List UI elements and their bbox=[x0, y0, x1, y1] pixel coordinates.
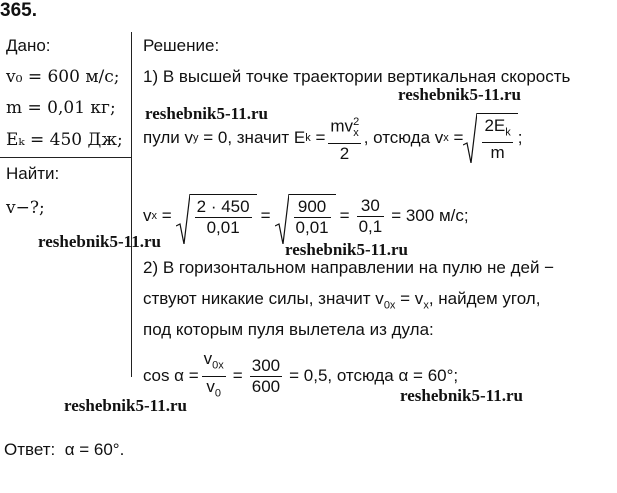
calc-fraction-3 bbox=[357, 196, 385, 237]
given-title: Дано: bbox=[6, 36, 51, 55]
frac-ek-num: mv bbox=[330, 116, 354, 136]
sqrt-ek-den: m bbox=[482, 142, 512, 163]
sqrt-calc-2 bbox=[275, 194, 336, 238]
cos-fraction-2 bbox=[250, 356, 282, 397]
sqrt-velocity bbox=[463, 113, 517, 163]
calc-f1-den: 0,01 bbox=[195, 217, 252, 238]
radical-sign bbox=[176, 194, 190, 244]
step2-line3: под которым пуля вылетела из дула: bbox=[143, 320, 434, 339]
step1-text-d: , отсюда v bbox=[363, 128, 444, 147]
calc-sub-x: x bbox=[151, 210, 157, 222]
sqrt-ek-num: 2E bbox=[484, 115, 506, 135]
cos-f1-num: v bbox=[203, 349, 213, 369]
calc-result: = 300 м/с; bbox=[391, 206, 469, 225]
equals-sign: = bbox=[260, 206, 271, 225]
find-velocity: v−?; bbox=[6, 198, 45, 218]
step1-sub-y: y bbox=[192, 132, 199, 144]
calc-f1-num: 2 · 450 bbox=[196, 197, 250, 216]
step2-text-c: , найдем угол, bbox=[428, 289, 541, 308]
cos-label: cos α = bbox=[143, 366, 199, 385]
step2-text-b: = v bbox=[395, 289, 424, 308]
given-energy: Eₖ = 450 Дж; bbox=[6, 130, 123, 150]
step1-text-b: = 0, значит E bbox=[198, 128, 306, 147]
frac-ek-den: 2 bbox=[328, 143, 360, 164]
radical-sign bbox=[275, 194, 289, 244]
watermark: reshebnik5-11.ru bbox=[38, 232, 161, 251]
equals-sign: = bbox=[232, 366, 243, 385]
calc-f3-den: 0,1 bbox=[358, 216, 383, 236]
calc-eq: = bbox=[157, 206, 172, 225]
step1-sub-k: k bbox=[305, 132, 311, 144]
calc-line bbox=[143, 186, 469, 246]
divider-vertical bbox=[131, 32, 132, 377]
calc-f2-den: 0,01 bbox=[295, 218, 329, 237]
cos-fraction-1 bbox=[202, 349, 226, 403]
cos-f1-num-sub: 0x bbox=[212, 359, 224, 372]
step1-sub-x: x bbox=[443, 132, 449, 144]
given-v0: v₀ = 600 м/с; bbox=[6, 67, 120, 87]
step2-line2 bbox=[143, 289, 540, 315]
sqrt-ek-sub: k bbox=[505, 126, 511, 139]
answer: Ответ: α = 60°. bbox=[4, 440, 125, 459]
step1-text-f: ; bbox=[517, 128, 523, 147]
find-title: Найти: bbox=[6, 164, 60, 183]
calc-f2-num: 900 bbox=[297, 197, 327, 216]
watermark: reshebnik5-11.ru bbox=[398, 85, 521, 104]
cos-f2-den: 600 bbox=[251, 376, 281, 396]
step2-sub-x: x bbox=[423, 299, 429, 312]
divider-given-find bbox=[0, 157, 132, 158]
step1-text-e: = bbox=[448, 128, 464, 147]
fraction-kinetic-energy bbox=[328, 112, 360, 164]
calc-f3-num: 30 bbox=[360, 195, 380, 215]
cos-f1-den-sub: 0 bbox=[214, 386, 222, 399]
step2-line1: 2) В горизонтальном направлении на пулю не дей − bbox=[143, 258, 555, 277]
equals-sign: = bbox=[339, 206, 350, 225]
step1-line1: 1) В высшей точке траектории вертикальная скорость bbox=[143, 67, 571, 86]
frac-ek-sub: x bbox=[353, 127, 359, 140]
step2-sub-0x: 0x bbox=[383, 299, 396, 312]
sqrt-calc-1 bbox=[176, 194, 257, 238]
cos-result: = 0,5, отсюда α = 60°; bbox=[289, 366, 459, 385]
given-mass: m = 0,01 кг; bbox=[6, 98, 116, 118]
step2-text-a: ствуют никакие силы, значит v bbox=[143, 289, 384, 308]
cos-f2-num: 300 bbox=[251, 355, 281, 375]
cos-f1-den: v bbox=[206, 376, 215, 396]
step1-text-a: пули v bbox=[143, 128, 193, 147]
watermark: reshebnik5-11.ru bbox=[400, 386, 523, 405]
solution-title: Решение: bbox=[143, 36, 220, 55]
calc-v: v bbox=[143, 206, 152, 225]
watermark: reshebnik5-11.ru bbox=[145, 104, 268, 123]
problem-number: 365. bbox=[0, 0, 37, 21]
step1-text-c: = bbox=[310, 128, 326, 147]
watermark: reshebnik5-11.ru bbox=[64, 396, 187, 415]
radical-sign bbox=[463, 113, 477, 163]
frac-ek-sup: 2 bbox=[353, 115, 360, 128]
watermark: reshebnik5-11.ru bbox=[285, 240, 408, 259]
